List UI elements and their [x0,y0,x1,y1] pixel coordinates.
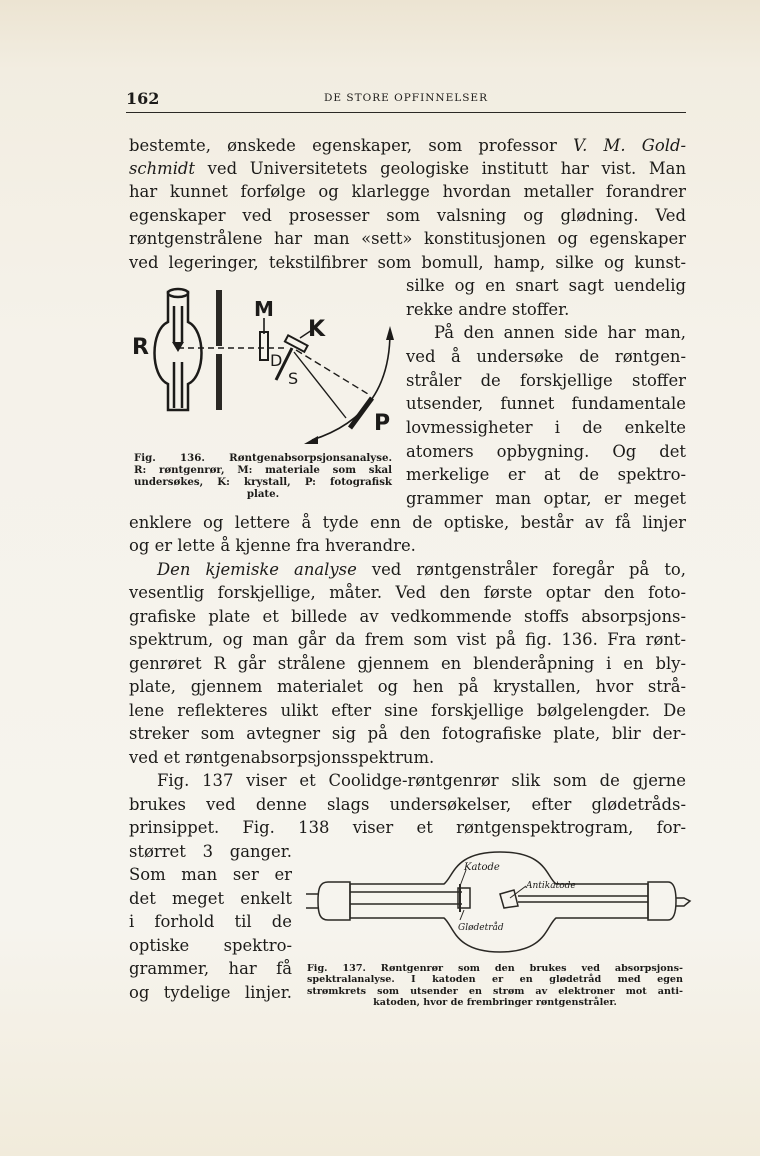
text-line: rekke andre stoffer. [406,300,570,319]
text-line: vesentlig forskjellige, måter. Ved den første optar den foto- [129,583,686,602]
svg-text:Katode: Katode [464,862,500,873]
svg-text:S: S [288,369,299,388]
text-line: og tydelige linjer. [129,983,292,1002]
text-line: røntgenstrålene har man «sett» konstitusjonen og egenskaper [129,229,686,248]
text-line: ved legeringer, tekstilfibrer som bomull, hamp, silke og kunst- [129,253,686,272]
text-line: Den kjemiske analyse ved røntgenstråler foregår på to, [157,560,686,579]
text-line: Som man ser er [129,865,292,884]
text-line: bestemte, ønskede egenskaper, som professor V. M. Gold- [129,136,686,155]
page-number: 162 [126,89,160,108]
text-line: plate, gjennem materialet og hen på krystallen, hvor strå- [129,677,686,696]
text-line: silke og en snart sagt uendelig [406,276,686,295]
text-line: størret 3 ganger. [129,842,292,861]
text-line: atomers opbygning. Og det [406,442,686,461]
text-line: På den annen side har man, [434,323,686,342]
text-line: har kunnet forfølge og klarlegge hvordan metaller forandrer [129,182,686,201]
text-line: brukes ved denne slags undersøkelser, efter glødetråds- [129,795,686,814]
text-line: lovmessigheter i de enkelte [406,418,686,437]
figure-136-caption: Fig. 136. Røntgenabsorpsjonsanalyse. R: røntgenrør, M: materiale som skal undersøkes, K: krystall, P: fotografisk plate. [134,452,392,500]
text-line: lene reflekteres ulikt efter sine forskjellige bølgelengder. De [129,701,686,720]
figure-137-caption: Fig. 137. Røntgenrør som den brukes ved absorpsjons- spektralanalyse. I katoden er en glødetråd med egen strømkrets som utsender en strøm av elektroner mot anti- katoden, hvor de frembringer røntgenstråler. [307,963,683,1009]
text-line: optiske spektro- [129,936,292,955]
text-line: spektrum, og man går da frem som vist på fig. 136. Fra rønt- [129,630,686,649]
page-header [126,88,686,113]
figure-136-diagram [128,284,400,454]
text-line: egenskaper ved prosesser som valsning og glødning. Ved [129,206,686,225]
text-line: ved å undersøke de røntgen- [406,347,686,366]
text-line: utsender, funnet fundamentale [406,394,686,413]
text-line: grammer, har få [129,959,292,978]
text-line: og er lette å kjenne fra hverandre. [129,536,416,555]
svg-text:D: D [270,351,283,370]
figure-137-diagram [304,848,694,954]
text-line: schmidt ved Universitetets geologiske institutt har vist. Man [129,159,686,178]
text-line: enklere og lettere å tyde enn de optiske, består av få linjer [129,513,686,532]
svg-text:K: K [308,317,326,342]
svg-text:P: P [374,411,391,436]
text-line: grammer man optar, er meget [406,489,686,508]
text-line: det meget enkelt [129,889,292,908]
text-line: prinsippet. Fig. 138 viser et røntgenspektrogram, for- [129,818,686,837]
text-line: streker som avtegner sig på den fotografiske plate, blir der- [129,724,686,743]
svg-text:Glødetråd: Glødetråd [458,923,504,933]
running-title: DE STORE OPFINNELSER [323,92,489,104]
svg-text:M: M [254,297,274,321]
svg-text:R: R [132,335,149,360]
svg-text:Antikatode: Antikatode [526,881,576,891]
text-line: stråler de forskjellige stoffer [406,371,686,390]
text-line: merkelige er at de spektro- [406,465,686,484]
text-line: grafiske plate et billede av vedkommende stoffs absorpsjons- [129,607,686,626]
text-line: i forhold til de [129,912,292,931]
text-line: genrøret R går strålene gjennem en blenderåpning i en bly- [129,654,686,673]
text-line: Fig. 137 viser et Coolidge-røntgenrør slik som de gjerne [157,771,686,790]
text-line: ved et røntgenabsorpsjonsspektrum. [129,748,435,767]
